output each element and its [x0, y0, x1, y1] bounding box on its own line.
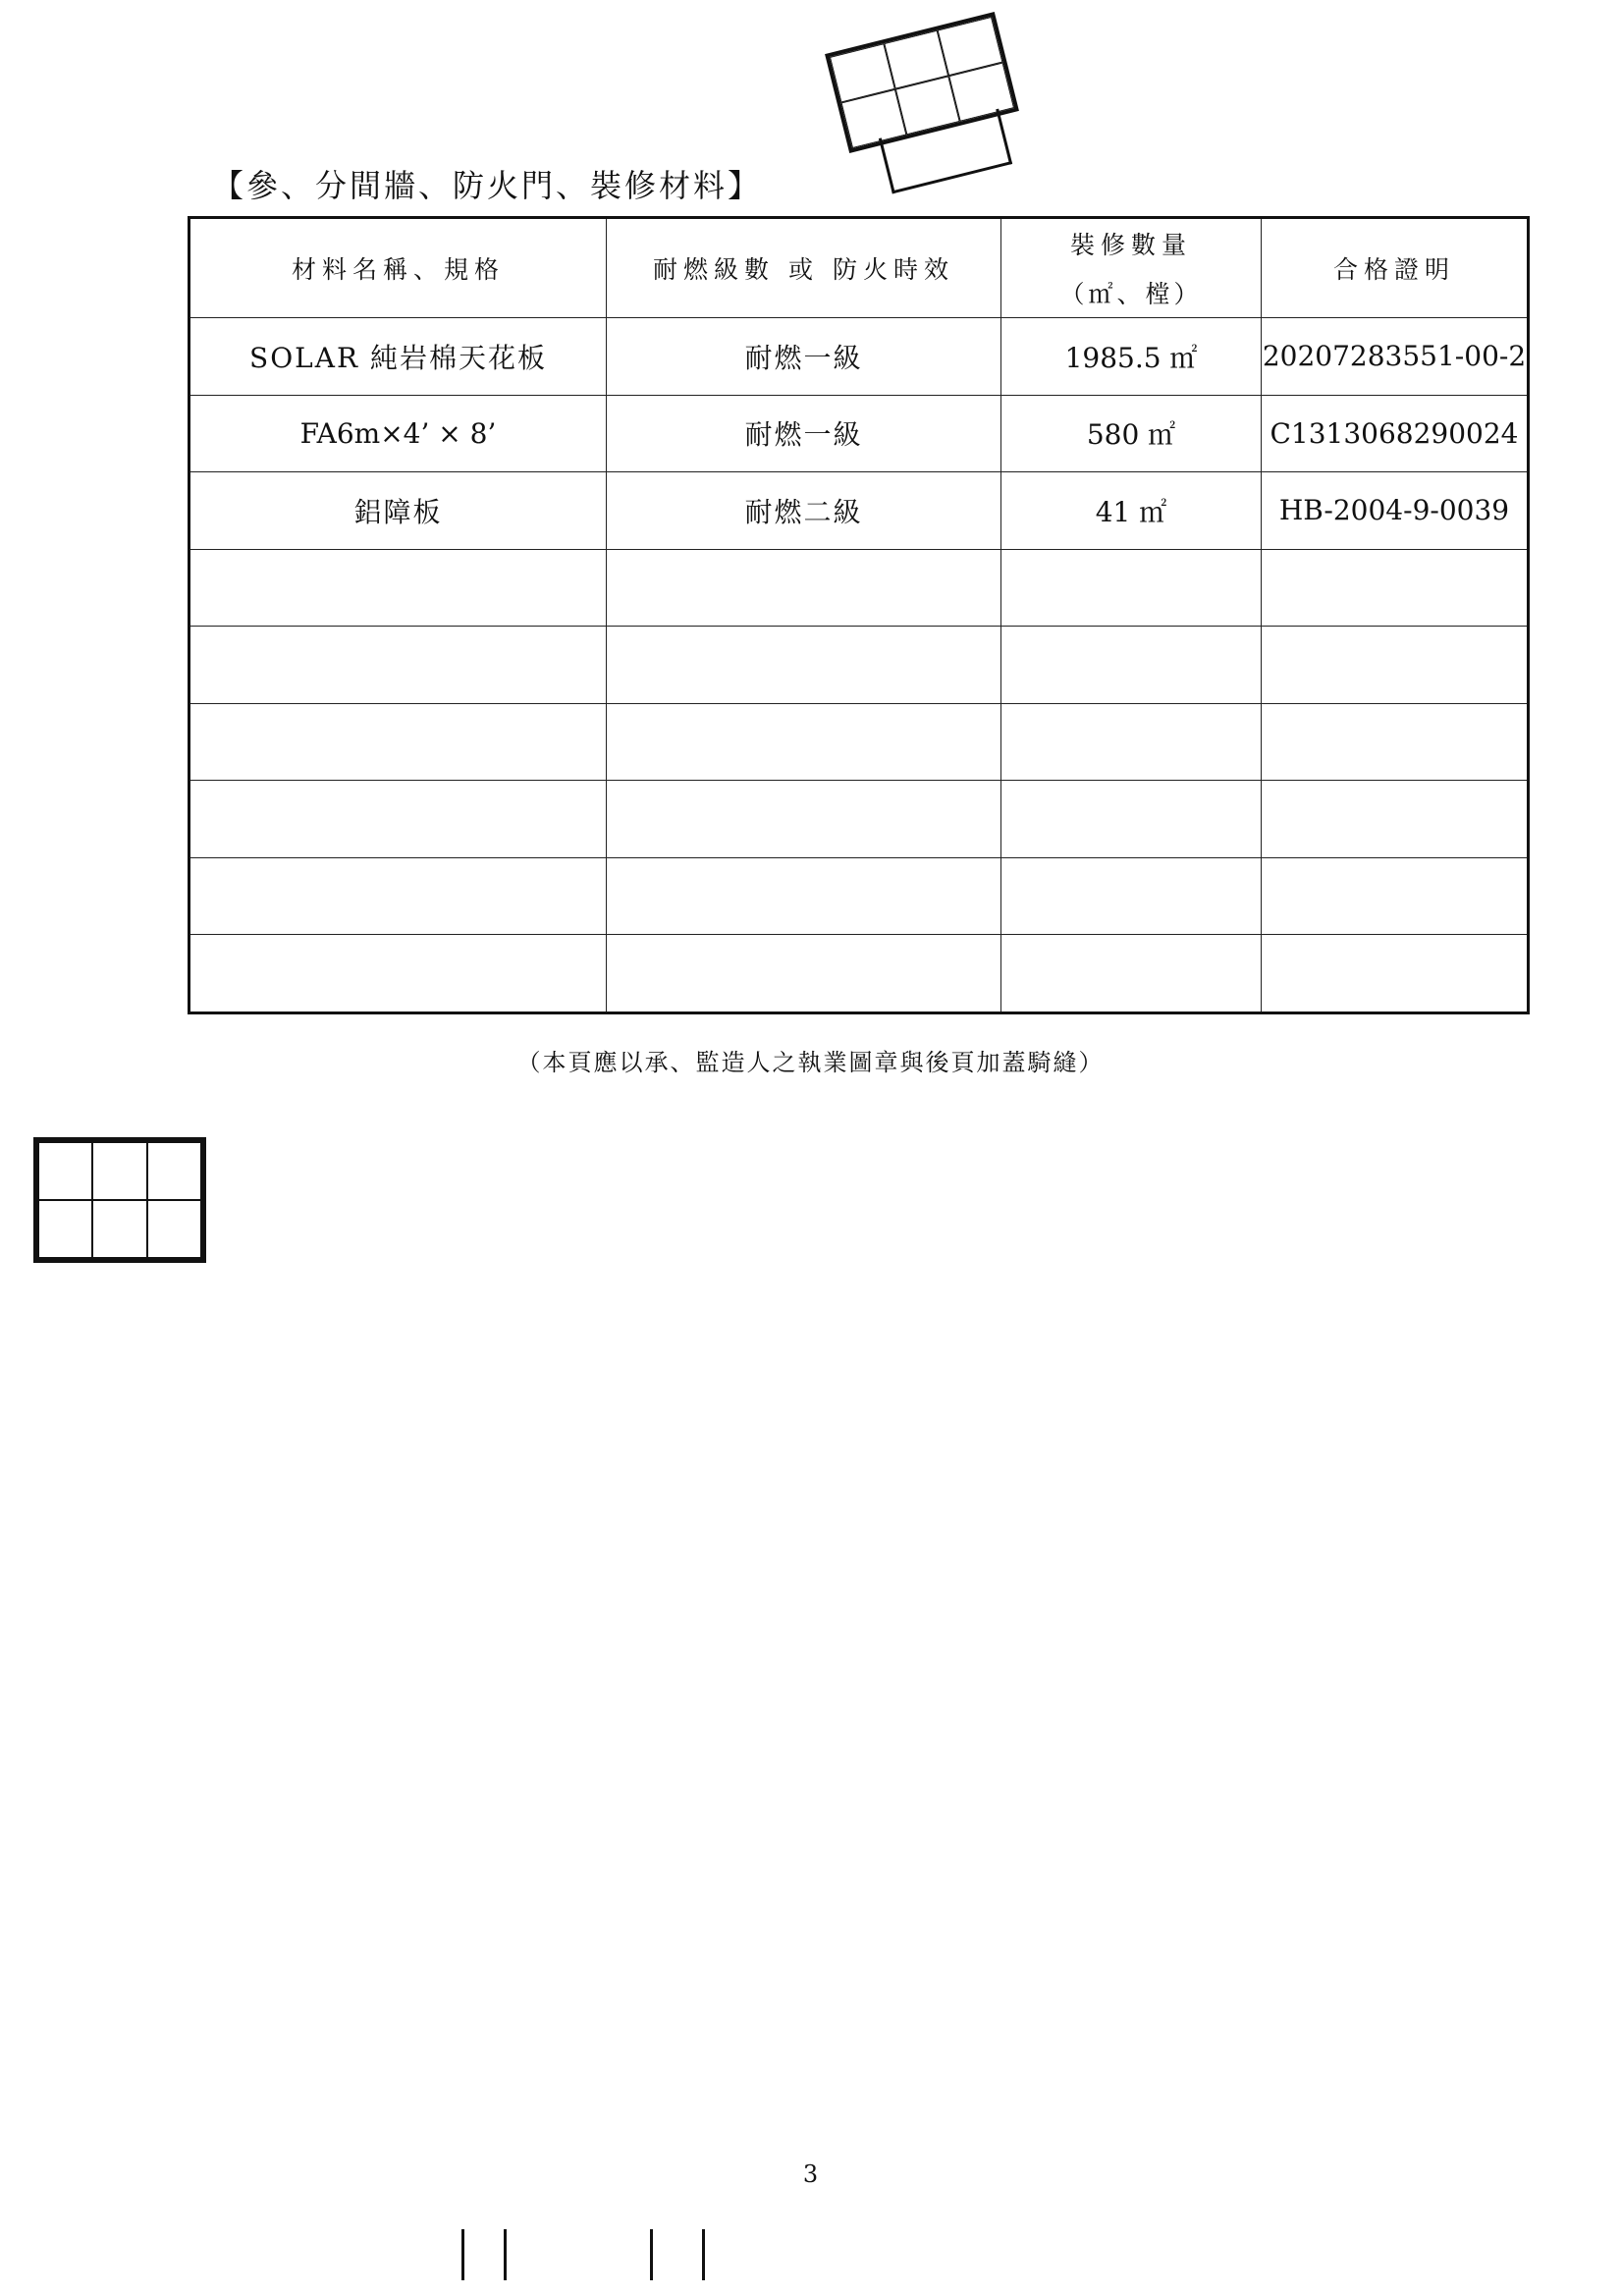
table-cell: 580 ㎡ — [1001, 395, 1262, 472]
table-cell — [1001, 703, 1262, 781]
table-cell — [1262, 781, 1529, 858]
table-cell: 耐燃一級 — [607, 318, 1001, 396]
table-cell — [607, 857, 1001, 935]
table-cell: HB-2004-9-0039 — [1262, 472, 1529, 550]
table-cell — [1262, 935, 1529, 1013]
seal-char — [92, 1200, 146, 1258]
table-row — [189, 857, 1529, 935]
table-cell — [189, 857, 607, 935]
table-cell: 41 ㎡ — [1001, 472, 1262, 550]
table-row — [189, 549, 1529, 627]
materials-table — [188, 216, 1530, 1014]
table-cell — [189, 935, 607, 1013]
table-cell — [1262, 549, 1529, 627]
table-row — [189, 472, 1529, 550]
table-cell: FA6m×4’ × 8’ — [189, 395, 607, 472]
column-header-quantity: 裝修數量 （㎡、樘） — [1001, 218, 1262, 318]
table-cell: 耐燃一級 — [607, 395, 1001, 472]
seal-stamp-left — [33, 1137, 206, 1263]
column-header-certificate: 合格證明 — [1262, 218, 1529, 318]
seal-char — [38, 1200, 92, 1258]
table-cell — [189, 703, 607, 781]
table-cell — [1262, 703, 1529, 781]
table-cell — [1001, 549, 1262, 627]
seal-char — [147, 1200, 201, 1258]
table-cell — [607, 781, 1001, 858]
table-cell — [607, 703, 1001, 781]
table-cell: 1985.5 ㎡ — [1001, 318, 1262, 396]
stamp-note: （本頁應以承、監造人之執業圖章與後頁加蓋騎縫） — [516, 1049, 1105, 1076]
table-cell — [607, 549, 1001, 627]
table-cell — [1262, 857, 1529, 935]
table-cell — [607, 627, 1001, 704]
table-cell — [1262, 627, 1529, 704]
binding-mark-left — [461, 2229, 507, 2280]
page-title: 【參、分間牆、防火門、裝修材料】 — [212, 167, 763, 204]
seal-char — [38, 1142, 92, 1200]
table-cell: SOLAR 純岩棉天花板 — [189, 318, 607, 396]
table-cell — [189, 549, 607, 627]
table-row — [189, 395, 1529, 472]
table-row — [189, 627, 1529, 704]
table-cell — [189, 781, 607, 858]
table-cell — [607, 935, 1001, 1013]
page-number: 3 — [802, 2160, 819, 2188]
table-cell — [1001, 857, 1262, 935]
table-cell — [1001, 935, 1262, 1013]
table-cell — [1001, 781, 1262, 858]
table-cell — [1001, 627, 1262, 704]
column-header-fire-rating: 耐燃級數 或 防火時效 — [607, 218, 1001, 318]
table-row — [189, 935, 1529, 1013]
binding-mark-right — [650, 2229, 705, 2280]
seal-char — [147, 1142, 201, 1200]
table-row — [189, 703, 1529, 781]
seal-char — [92, 1142, 146, 1200]
table-cell: 耐燃二級 — [607, 472, 1001, 550]
column-header-material: 材料名稱、規格 — [189, 218, 607, 318]
table-cell: C1313068290024 — [1262, 395, 1529, 472]
table-header-row — [189, 218, 1529, 318]
table-row — [189, 781, 1529, 858]
table-cell — [189, 627, 607, 704]
table-cell: 鋁障板 — [189, 472, 607, 550]
table-row — [189, 318, 1529, 396]
table-cell: 20207283551-00-2 — [1262, 318, 1529, 396]
